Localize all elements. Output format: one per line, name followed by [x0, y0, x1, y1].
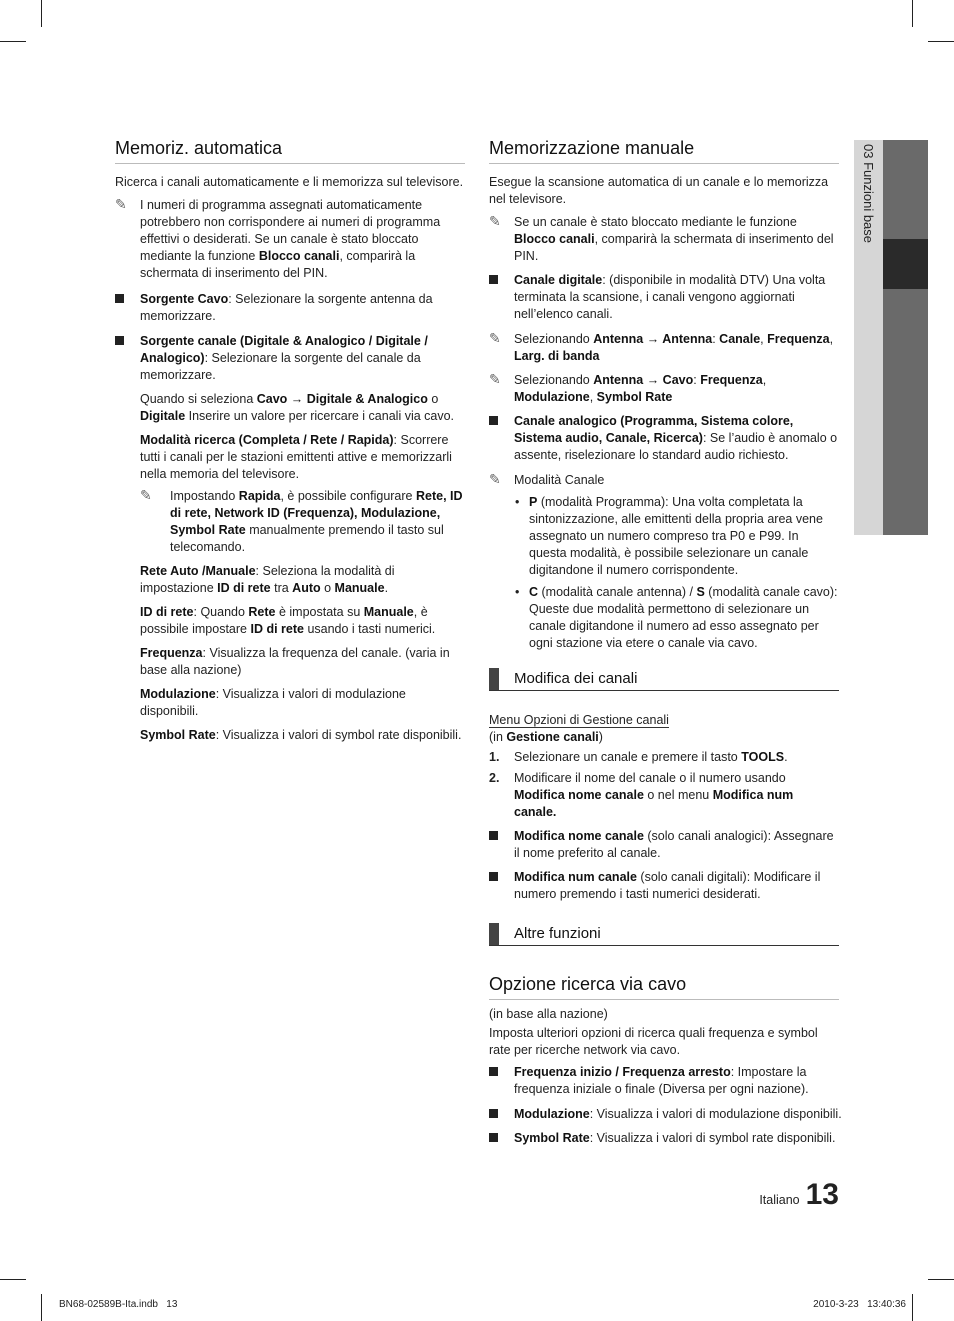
text: , è possibile configurare — [280, 489, 416, 503]
bullet-dot-icon: • — [515, 495, 520, 509]
crop-mark — [0, 41, 26, 42]
text: , è possibile impostare — [140, 605, 428, 636]
text-bold: Rete, ID di rete, Network ID (Frequenza), Modulazione, Symbol Rate — [170, 489, 463, 537]
text: manualmente premendo il tasto sul telecomando. — [170, 523, 444, 554]
text-bold: TOOLS — [741, 750, 785, 764]
footer-timestamp: 2010-3-23 13:40:36 — [813, 1299, 906, 1310]
text: : — [712, 332, 720, 346]
text-bold: Symbol Rate — [596, 390, 673, 404]
chapter-side-tab — [854, 140, 928, 535]
page-number-block — [759, 1178, 839, 1212]
text: Selezionando — [514, 332, 594, 346]
intro-text: Esegue la scansione automatica di un canale e lo memorizza nel televisore. — [489, 175, 829, 206]
text: : Visualizza i valori di symbol rate disponibili. — [215, 728, 462, 742]
item-label: Sorgente Cavo — [140, 292, 229, 306]
text-bold: Manuale — [363, 605, 414, 619]
text-bold: Modulazione — [140, 687, 216, 701]
text: , — [762, 373, 767, 387]
footer-file: BN68-02589B-Ita.indb 13 — [59, 1299, 178, 1310]
text-bold: Modalità ricerca (Completa / Rete / Rapida) — [140, 433, 394, 447]
text: : — [693, 373, 701, 387]
item-label: Modifica num canale — [514, 870, 637, 884]
text-bold: Larg. di banda — [514, 349, 600, 363]
text-bold: Symbol Rate — [140, 728, 216, 742]
text: , — [760, 332, 768, 346]
sub-paragraph — [115, 563, 465, 597]
menu-in — [489, 729, 839, 746]
intro-text: Ricerca i canali automaticamente e li memorizza sul televisore. — [115, 175, 464, 189]
menu-link: Menu Opzioni di Gestione canali — [489, 713, 669, 727]
note — [489, 331, 839, 365]
item-label: Modifica nome canale — [514, 829, 644, 843]
square-bullet-icon — [489, 1067, 498, 1076]
text: ) — [598, 730, 603, 744]
crop-mark — [912, 0, 913, 27]
sub-paragraph — [115, 686, 465, 720]
item-text: : Visualizza i valori di modulazione disponibili. — [589, 1107, 842, 1121]
list-item — [489, 869, 839, 903]
text-bold: Frequenza — [140, 646, 203, 660]
sub-paragraph — [115, 391, 465, 425]
item-text: (solo canali digitali): Modificare il numero premendo i tasti numerici desiderati. — [514, 870, 821, 901]
item-text: : Visualizza i valori di symbol rate disponibili. — [589, 1131, 836, 1145]
pencil-note-icon: ✎ — [140, 487, 152, 503]
crop-mark — [912, 1294, 913, 1321]
list-item — [489, 1130, 839, 1147]
text-bold: Gestione canali — [506, 730, 599, 744]
text: . — [784, 750, 788, 764]
item-label: Symbol Rate — [514, 1131, 590, 1145]
text-bold: C — [529, 585, 539, 599]
text-bold: Antenna → Cavo — [593, 373, 694, 387]
right-column — [489, 138, 842, 1154]
item-label: Sorgente canale (Digitale & Analogico / Digitale / Analogico) — [140, 334, 428, 365]
item-label: Canale analogico (Programma, Sistema colore, Sistema audio, Canale, Ricerca) — [514, 414, 794, 445]
text: : Seleziona la modalità di impostazione — [140, 564, 395, 595]
subsection-title: Modifica dei canali — [514, 670, 638, 687]
bullet-item — [489, 584, 839, 652]
item-text: (solo canali analogici): Assegnare il nome preferito al canale. — [514, 829, 834, 860]
pencil-note-icon: ✎ — [115, 196, 127, 212]
text-bold: P — [529, 495, 538, 509]
side-tab-label-wrap — [854, 140, 883, 535]
note-text: , comparirà la schermata di inserimento del PIN. — [140, 249, 416, 280]
text: Inserire un valore per ricercare i canali via cavo. — [185, 409, 455, 423]
list-item — [489, 272, 839, 323]
text-bold: ID di rete — [217, 581, 271, 595]
text-bold: Auto — [292, 581, 321, 595]
text: Modalità Canale — [514, 473, 605, 487]
note — [489, 372, 839, 406]
print-footer — [59, 1299, 906, 1310]
sub-note-wrapper — [115, 488, 465, 556]
side-tab-dark — [883, 140, 928, 535]
text: , — [829, 332, 834, 346]
text-bold: Blocco canali — [514, 232, 595, 246]
item-label: Modulazione — [514, 1107, 590, 1121]
note — [489, 472, 839, 489]
text: , — [589, 390, 597, 404]
list-item — [489, 413, 839, 464]
section-title-memorizzazione-manuale: Memorizzazione manuale — [489, 138, 839, 164]
text-bold: ID di rete — [140, 605, 194, 619]
text-bold: Modulazione — [514, 390, 590, 404]
text-bold: Frequenza — [700, 373, 763, 387]
note-text: I numeri di programma assegnati automaticamente potrebbero non corrispondere ai numeri di programma effettivi o desiderati. Se un canale è stato bloccato mediante la funzione — [140, 198, 441, 263]
left-column — [115, 138, 465, 751]
list-item — [489, 828, 839, 862]
list-item — [489, 1064, 839, 1098]
text-bold: Frequenza — [767, 332, 830, 346]
square-bullet-icon — [489, 1133, 498, 1142]
text-bold: Digitale — [140, 409, 186, 423]
text: : Scorrere tutti i canali per le stazioni emittenti attive e memorizzarli nella memoria del televisore. — [140, 433, 452, 481]
crop-mark — [928, 41, 954, 42]
country-note: (in base alla nazione) — [489, 1007, 608, 1021]
square-bullet-icon — [115, 336, 124, 345]
text: Modificare il nome del canale o il numero usando — [514, 771, 786, 785]
bullet-item — [489, 494, 839, 579]
sub-paragraph — [115, 432, 465, 483]
text: : Quando — [193, 605, 249, 619]
text: : Visualizza la frequenza del canale. (varia in base alla nazione) — [140, 646, 450, 677]
text: Se un canale è stato bloccato mediante le funzione — [514, 215, 797, 229]
intro-text: Imposta ulteriori opzioni di ricerca quali frequenza e symbol rate per ricerche network via cavo. — [489, 1026, 818, 1057]
text: Quando si seleziona — [140, 392, 257, 406]
text: (modalità Programma): Una volta completata la sintonizzazione, alle emittenti della propria area vene assegnato un numero compreso tra P0 e P99. In questa modalità, è possibile selezionare un canale digitandone il numero corrispondente. — [529, 495, 823, 577]
page-number: 13 — [805, 1178, 839, 1211]
subsection-title: Altre funzioni — [514, 925, 601, 942]
crop-mark — [41, 1294, 42, 1321]
text: (in — [489, 730, 507, 744]
text: o — [427, 392, 439, 406]
text-bold: ID di rete — [250, 622, 304, 636]
subsection-altre-funzioni — [489, 923, 839, 946]
list-item — [489, 1106, 842, 1123]
language-label: Italiano — [759, 1193, 800, 1207]
text-bold: S — [696, 585, 705, 599]
item-label: Canale digitale — [514, 273, 603, 287]
square-bullet-icon — [489, 275, 498, 284]
square-bullet-icon — [115, 294, 124, 303]
note — [115, 197, 465, 282]
pencil-note-icon: ✎ — [489, 371, 501, 387]
square-bullet-icon — [489, 416, 498, 425]
text: Impostando — [170, 489, 239, 503]
list-item — [115, 291, 465, 325]
item-text: : (disponibile in modalità DTV) Una volta terminata la scansione, i canali vengono aggiornati nell’elenco canali. — [514, 273, 826, 321]
square-bullet-icon — [489, 1109, 498, 1118]
sub-paragraph — [115, 727, 465, 744]
crop-mark — [0, 1279, 26, 1280]
step-number: 1. — [489, 750, 500, 764]
text-bold: Rete Auto /Manuale — [140, 564, 256, 578]
crop-mark — [41, 0, 42, 27]
pencil-note-icon: ✎ — [489, 330, 501, 346]
note-text-bold: Blocco canali — [258, 249, 340, 263]
list-item — [115, 333, 465, 384]
text: (modalità canale cavo): Queste due modalità permettono di selezionare un canale digitandone il numero ad esso assegnato per ogni stazione via etere o canale via cavo. — [529, 585, 838, 650]
crop-mark — [928, 1279, 954, 1280]
item-text: : Selezionare la sorgente antenna da memorizzare. — [140, 292, 433, 323]
step-2 — [489, 770, 839, 821]
text: (modalità canale antenna) / — [538, 585, 697, 599]
text-bold: Cavo → Digitale & Analogico — [256, 392, 428, 406]
note — [140, 488, 465, 556]
sub-paragraph — [115, 604, 465, 638]
heading-bar — [489, 668, 499, 690]
step-1 — [489, 749, 839, 766]
text: , comparirà la schermata di inserimento del PIN. — [514, 232, 834, 263]
text: Selezionando — [514, 373, 594, 387]
text: o — [320, 581, 335, 595]
sub-paragraph — [115, 645, 465, 679]
bullet-dot-icon: • — [515, 585, 520, 599]
text: tra — [270, 581, 293, 595]
side-tab-active-marker — [883, 239, 928, 289]
text-bold: Modifica nome canale — [514, 788, 644, 802]
item-text: : Impostare la frequenza iniziale o finale (Diversa per ogni nazione). — [514, 1065, 809, 1096]
subsection-modifica-dei-canali — [489, 668, 839, 691]
section-title-memoriz-automatica: Memoriz. automatica — [115, 138, 465, 164]
item-text: : Se l’audio è anomalo o assente, riselezionare lo standard audio richiesto. — [514, 431, 838, 462]
square-bullet-icon — [489, 831, 498, 840]
pencil-note-icon: ✎ — [489, 213, 501, 229]
section-title-opzione-ricerca: Opzione ricerca via cavo — [489, 974, 839, 1000]
text: . — [384, 581, 389, 595]
text-bold: Manuale — [334, 581, 385, 595]
text: usando i tasti numerici. — [303, 622, 436, 636]
text: è impostata su — [275, 605, 364, 619]
text-bold: Rapida — [238, 489, 281, 503]
text-bold: Rete — [248, 605, 276, 619]
step-number: 2. — [489, 771, 500, 785]
text: o nel menu — [643, 788, 713, 802]
pencil-note-icon: ✎ — [489, 471, 501, 487]
note — [489, 214, 839, 265]
item-label: Frequenza inizio / Frequenza arresto — [514, 1065, 731, 1079]
text-bold: Antenna → Antenna — [593, 332, 713, 346]
heading-bar — [489, 923, 499, 945]
text: : Visualizza i valori di modulazione disponibili. — [140, 687, 406, 718]
text-bold: Modifica num canale. — [514, 788, 794, 819]
side-tab-label: 03 Funzioni base — [861, 144, 876, 244]
square-bullet-icon — [489, 872, 498, 881]
text-bold: Canale — [719, 332, 761, 346]
text: Selezionare un canale e premere il tasto — [514, 750, 742, 764]
item-text: : Selezionare la sorgente del canale da memorizzare. — [140, 351, 421, 382]
